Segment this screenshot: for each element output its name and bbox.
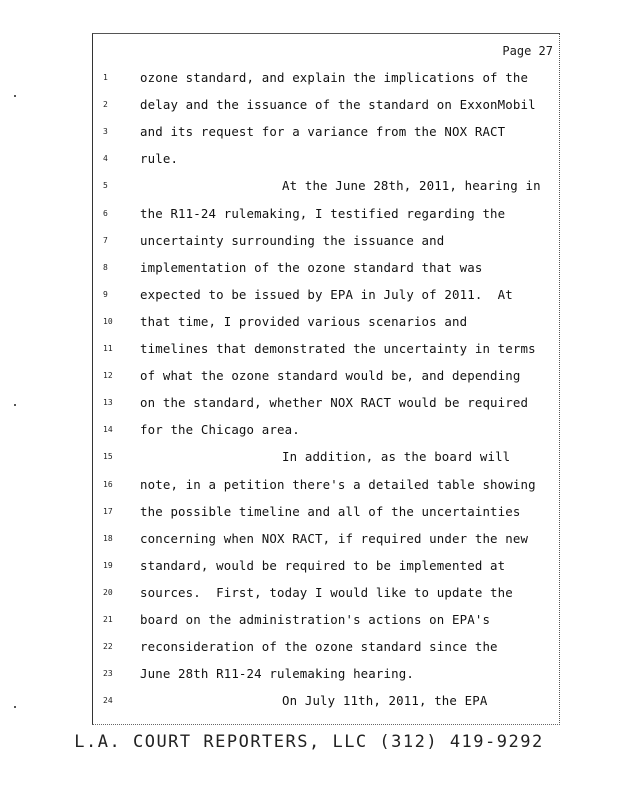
transcript-line: On July 11th, 2011, the EPA xyxy=(282,693,488,709)
transcript-line: concerning when NOX RACT, if required under the new xyxy=(140,530,529,546)
line-number: 11 xyxy=(103,344,113,353)
transcript-line: sources. First, today I would like to update the xyxy=(140,584,513,600)
transcript-line: ozone standard, and explain the implications of the xyxy=(140,70,529,85)
line-number: 23 xyxy=(103,669,113,679)
transcript-line: that time, I provided various scenarios and xyxy=(140,313,468,329)
line-number: 8 xyxy=(103,262,108,272)
transcript-line: June 28th R11-24 rulemaking hearing. xyxy=(140,666,414,682)
transcript-page xyxy=(92,33,560,725)
line-number: 17 xyxy=(103,506,113,516)
line-number: 16 xyxy=(103,479,113,489)
transcript-line: In addition, as the board will xyxy=(282,449,511,465)
line-number: 15 xyxy=(103,452,113,462)
transcript-line: expected to be issued by EPA in July of 2011. At xyxy=(140,286,513,302)
transcript-line: the R11-24 rulemaking, I testified regarding the xyxy=(140,205,506,221)
transcript-line: implementation of the ozone standard that was xyxy=(140,259,483,275)
line-number: 3 xyxy=(103,127,108,137)
line-number: 18 xyxy=(103,533,113,543)
page-number: Page 27 xyxy=(502,44,553,58)
transcript-line: and its request for a variance from the NOX RACT xyxy=(140,124,506,140)
transcript-line: board on the administration's actions on EPA's xyxy=(140,612,491,627)
court-reporter-footer: L.A. COURT REPORTERS, LLC (312) 419-9292 xyxy=(74,732,544,752)
line-number: 12 xyxy=(103,371,113,381)
line-number: 14 xyxy=(103,425,113,435)
line-number: 9 xyxy=(103,289,108,299)
line-number: 10 xyxy=(103,316,113,326)
line-number: 24 xyxy=(103,696,113,706)
transcript-line: At the June 28th, 2011, hearing in xyxy=(282,178,541,194)
transcript-line: standard, would be required to be implemented at xyxy=(140,557,506,573)
transcript-line: on the standard, whether NOX RACT would be required xyxy=(140,395,529,411)
scan-speck xyxy=(14,404,16,406)
line-number: 21 xyxy=(103,615,113,624)
scan-speck xyxy=(14,706,16,708)
transcript-line: for the Chicago area. xyxy=(140,422,300,438)
transcript-line: reconsideration of the ozone standard since the xyxy=(140,639,498,655)
line-number: 4 xyxy=(103,154,108,164)
scan-speck xyxy=(14,95,16,97)
line-number: 13 xyxy=(103,398,113,408)
line-number: 1 xyxy=(103,73,108,82)
transcript-line: uncertainty surrounding the issuance and xyxy=(140,232,445,248)
line-number: 7 xyxy=(103,235,108,245)
line-number: 22 xyxy=(103,642,113,652)
line-number: 19 xyxy=(103,560,113,570)
transcript-line: delay and the issuance of the standard on ExxonMobil xyxy=(140,97,536,113)
line-number: 2 xyxy=(103,100,108,110)
transcript-line: rule. xyxy=(140,151,179,167)
line-number: 5 xyxy=(103,181,108,191)
transcript-line: note, in a petition there's a detailed table showing xyxy=(140,476,536,492)
transcript-line: timelines that demonstrated the uncertainty in terms xyxy=(140,341,536,356)
transcript-line: the possible timeline and all of the uncertainties xyxy=(140,503,521,519)
line-number: 20 xyxy=(103,587,113,597)
transcript-line: of what the ozone standard would be, and depending xyxy=(140,368,521,384)
line-number: 6 xyxy=(103,208,108,218)
